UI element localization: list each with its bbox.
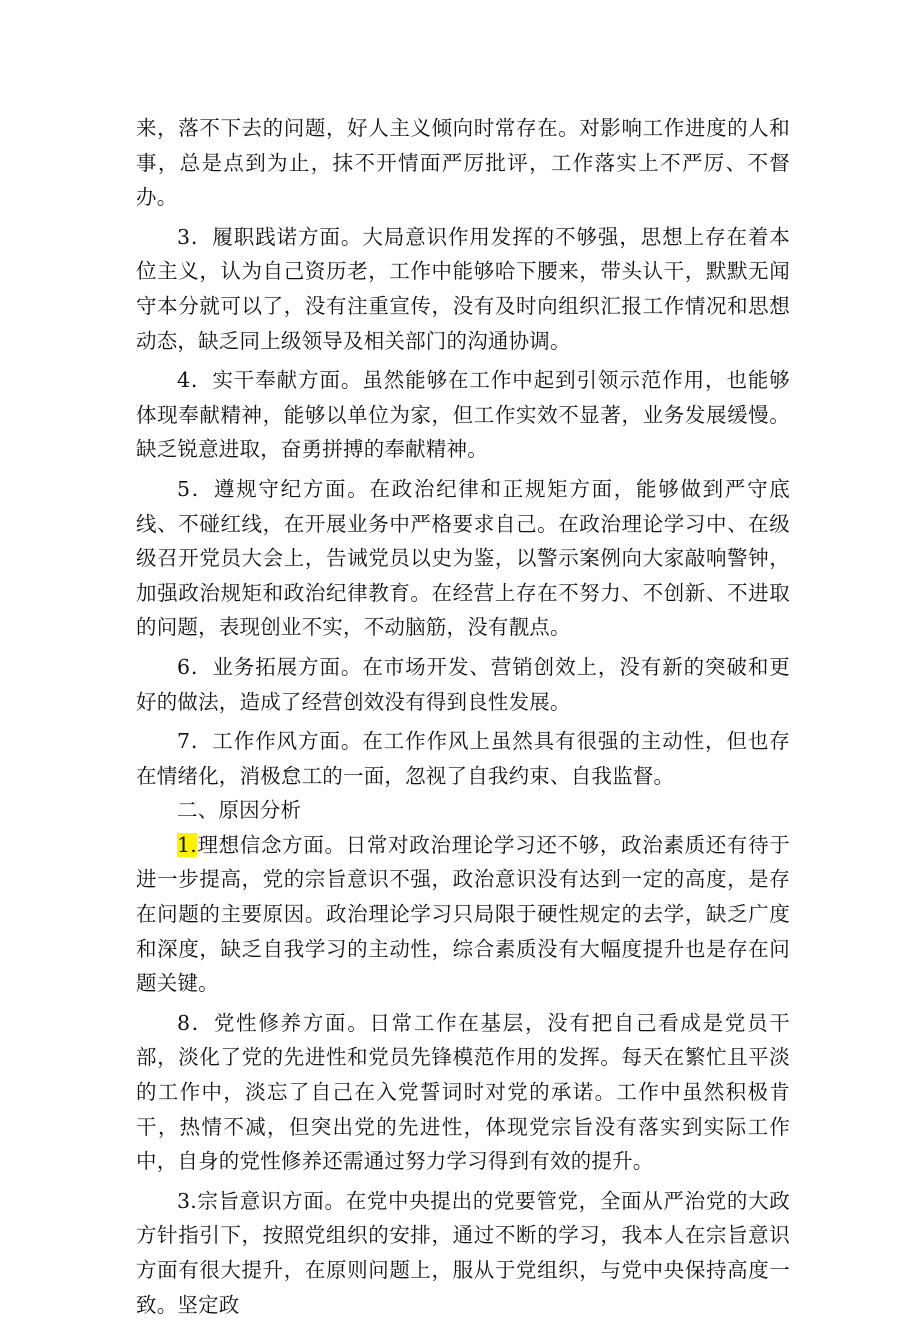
section-heading-text: 二、原因分析 [177,798,302,823]
paragraph-item-4 [136,363,790,467]
paragraph-number: 5． [177,476,214,501]
paragraph-text: 党性修养方面。日常工作在基层，没有把自己看成是党员干部，淡化了党的先进性和党员先锋模范作用的发挥。每天在繁忙且平淡的工作中，淡忘了自己在入党誓词时对党的承诺。工作中虽然积极肯干，热情不减，但突出党的先进性，体现党宗旨没有落实到实际工作中，自身的党性修养还需通过努力学习得到有效的提升。 [136,1010,790,1174]
paragraph-continuation [136,111,790,215]
paragraph-text: 宗旨意识方面。在党中央提出的党要管党，全面从严治党的大政方针指引下，按照党组织的安排，通过不断的学习，我本人在宗旨意识方面有很大提升，在原则问题上，服从于党组织，与党中央保持高度一致。坚定政 [136,1188,790,1317]
paragraph-item-6 [136,650,790,719]
paragraph-text: 来，落不下去的问题，好人主义倾向时常存在。对影响工作进度的人和事，总是点到为止，抹不开情面严厉批评，工作落实上不严厉、不督办。 [136,116,790,210]
paragraph-number: 3． [177,224,213,249]
paragraph-number: 7． [177,729,213,754]
paragraph-item-3 [136,220,790,358]
paragraph-number: 6． [177,654,213,679]
paragraph-item-5 [136,472,790,645]
paragraph-number: 4． [177,368,213,393]
paragraph-text: 理想信念方面。日常对政治理论学习还不够，政治素质还有待于进一步提高，党的宗旨意识不强，政治意识没有达到一定的高度，是存在问题的主要原因。政治理论学习只局限于硬性规定的去学，缺乏广度和深度，缺乏自我学习的主动性，综合素质没有大幅度提升也是存在问题关键。 [136,832,790,996]
document-body [136,111,790,1322]
paragraph-item-8 [136,1006,790,1179]
paragraph-item-1 [136,828,790,1001]
section-heading [136,793,790,828]
paragraph-number: 3. [177,1188,197,1213]
paragraph-text: 实干奉献方面。虽然能够在工作中起到引领示范作用，也能够体现奉献精神，能够以单位为家，但工作实效不显著，业务发展缓慢。缺乏锐意进取，奋勇拼搏的奉献精神。 [136,368,790,462]
paragraph-item-7 [136,724,790,793]
paragraph-text: 工作作风方面。在工作作风上虽然具有很强的主动性，但也存在情绪化，消极怠工的一面，忽视了自我约束、自我监督。 [136,729,790,788]
highlighted-paragraph-number: 1. [177,832,197,857]
paragraph-item-3b [136,1184,790,1322]
paragraph-number: 8． [177,1010,214,1035]
paragraph-text: 业务拓展方面。在市场开发、营销创效上，没有新的突破和更好的做法，造成了经营创效没有得到良性发展。 [136,654,790,714]
paragraph-text: 遵规守纪方面。在政治纪律和正规矩方面，能够做到严守底线、不碰红线，在开展业务中严格要求自己。在政治理论学习中、在级级召开党员大会上，告诫党员以史为鉴，以警示案例向大家敲响警钟，加强政治规矩和政治纪律教育。在经营上存在不努力、不创新、不进取的问题，表现创业不实，不动脑筋，没有靓点。 [136,476,790,640]
paragraph-text: 履职践诺方面。大局意识作用发挥的不够强，思想上存在着本位主义，认为自己资历老，工作中能够哈下腰来，带头认干，默默无闻守本分就可以了，没有注重宣传，没有及时向组织汇报工作情况和思想动态，缺乏同上级领导及相关部门的沟通协调。 [136,224,790,353]
